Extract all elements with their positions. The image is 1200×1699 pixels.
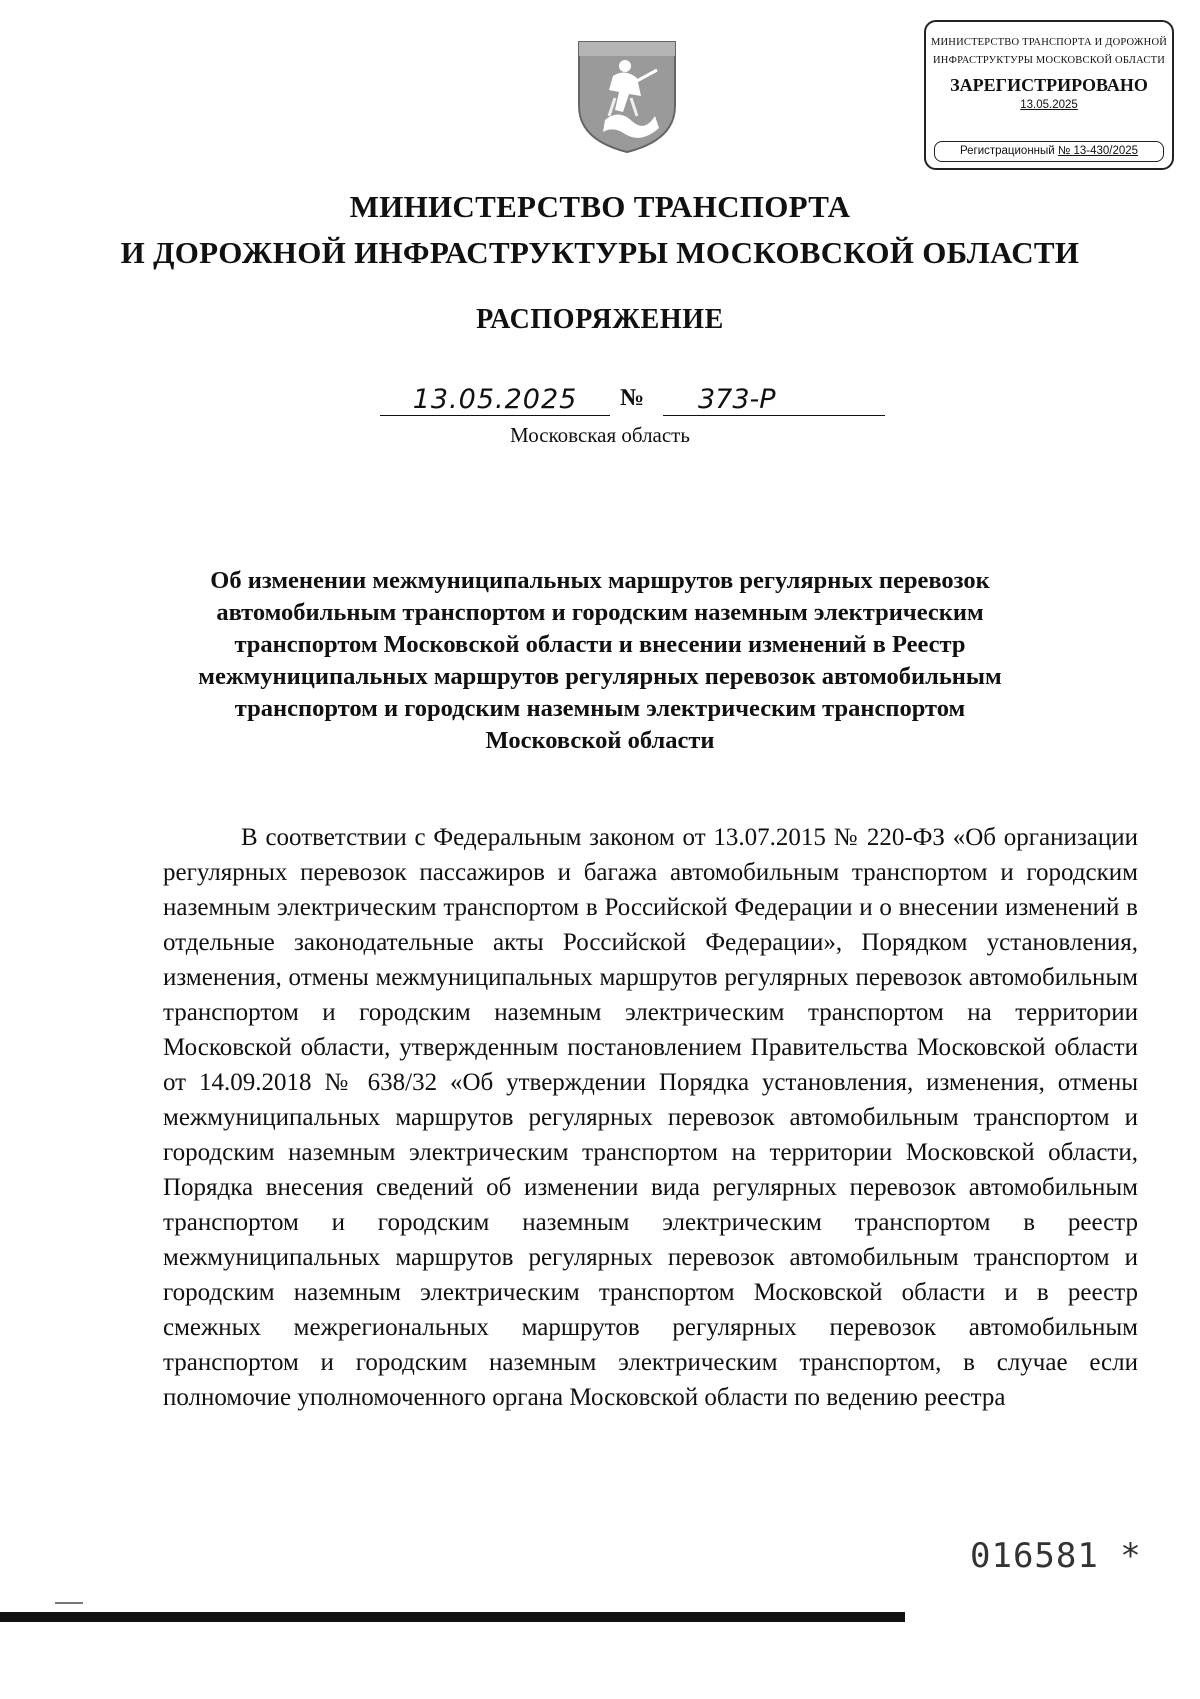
scan-artifact: [55, 1602, 83, 1604]
document-date: 13.05.2025: [380, 384, 610, 416]
ministry-title-line-1: МИНИСТЕРСТВО ТРАНСПОРТА: [349, 189, 851, 224]
document-number: 373-Р: [663, 384, 885, 416]
stamp-date: 13.05.2025: [1020, 99, 1078, 111]
date-number-line: [380, 378, 900, 418]
document-type: РАСПОРЯЖЕНИЕ: [476, 304, 724, 335]
subject-line: Московской области: [485, 727, 715, 754]
document-place: Московская область: [510, 423, 690, 447]
stamp-reg-label: Регистрационный: [959, 145, 1055, 157]
ministry-title: [0, 184, 1200, 276]
document-serial-number: 016581 *: [970, 1536, 1142, 1576]
stamp-registration-number: [934, 141, 1164, 162]
subject-line: транспортом Московской области и внесении изменений в Реестр: [234, 631, 966, 658]
ministry-title-line-2: И ДОРОЖНОЙ ИНФРАСТРУКТУРЫ МОСКОВСКОЙ ОБЛАСТИ: [120, 235, 1080, 270]
subject-line: Об изменении межмуниципальных маршрутов регулярных перевозок: [210, 567, 990, 594]
scan-edge-line: [0, 1612, 905, 1622]
subject-line: межмуниципальных маршрутов регулярных перевозок автомобильным: [198, 663, 1002, 690]
stamp-organization: МИНИСТЕРСТВО ТРАНСПОРТА И ДОРОЖНОЙ ИНФРАСТРУКТУРЫ МОСКОВСКОЙ ОБЛАСТИ: [930, 37, 1168, 66]
stamp-reg-number: № 13-430/2025: [1057, 145, 1139, 157]
subject-line: автомобильным транспортом и городским наземным электрическим: [216, 599, 984, 626]
registration-stamp: [924, 20, 1174, 170]
document-subject: [150, 565, 1050, 757]
stamp-title: ЗАРЕГИСТРИРОВАНО: [950, 75, 1148, 95]
body-paragraph: В соответствии с Федеральным законом от 13.07.2015 № 220-ФЗ «Об организации регулярных перевозок пассажиров и багажа автомобильным транспортом и городским наземным электрическим транспортом в Российской Федерации и о внесении изменений в отдельные законодательные акты Российской Федерации», Порядком установления, изменения, отмены межмуниципальных маршрутов регулярных перевозок автомобильным транспортом и городским наземным электрическим транспортом на территории Московской области, утвержденным постановлением Правительства Московской области от 14.09.2018 № 638/32 «Об утверждении Порядка установления, изменения, отмены межмуниципальных маршрутов регулярных перевозок автомобильным транспортом и городским наземным электрическим транспортом на территории Московской области, Порядка внесения сведений об изменении вида регулярных перевозок автомобильным транспортом и городским наземным электрическим транспортом в реестр межмуниципальных маршрутов регулярных перевозок автомобильным транспортом и городским наземным электрическим транспортом Московской области и в реестр смежных межрегиональных маршрутов регулярных перевозок автомобильным транспортом и городским наземным электрическим транспортом, в случае если полномочие уполномоченного органа Московской области по ведению реестра: [163, 824, 1138, 1411]
number-label: №: [620, 385, 645, 411]
subject-line: транспортом и городским наземным электрическим транспортом: [234, 695, 966, 722]
moscow-oblast-coat-of-arms-icon: [575, 36, 679, 154]
